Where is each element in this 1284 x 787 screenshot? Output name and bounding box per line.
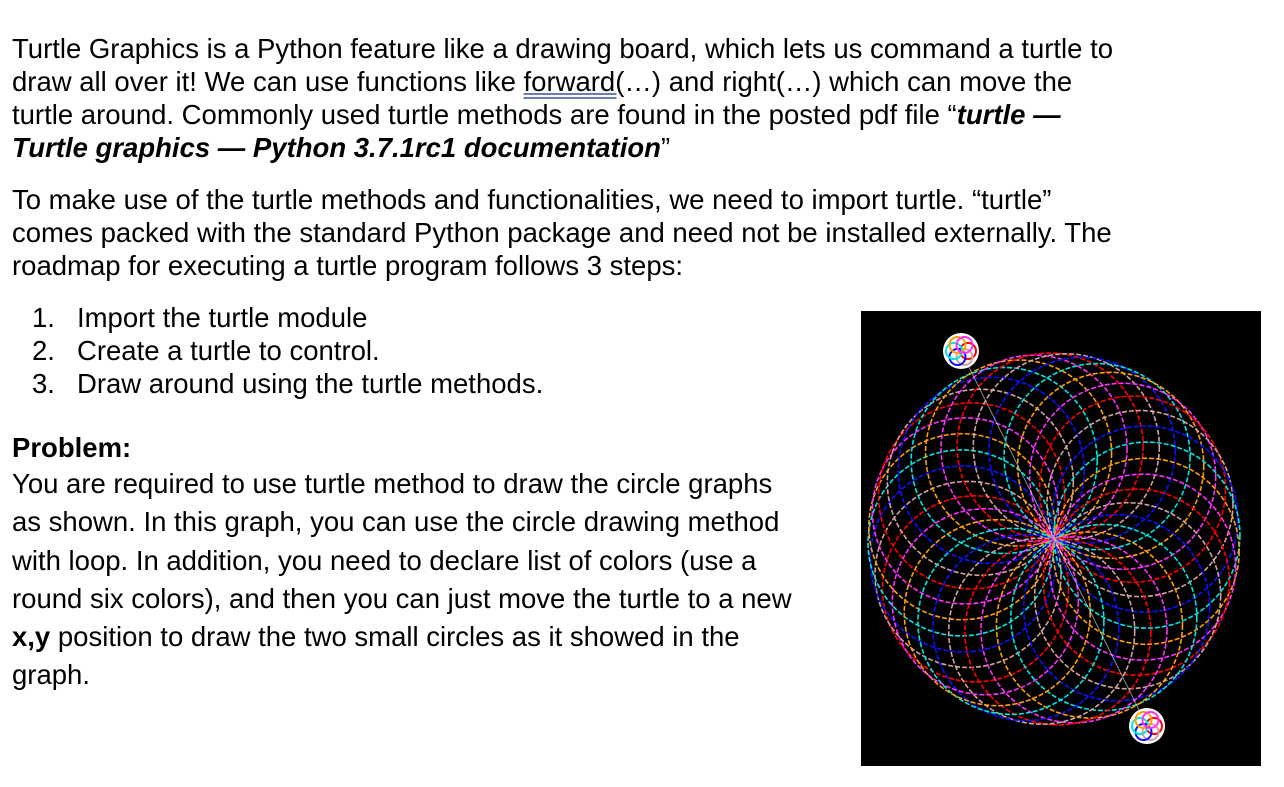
list-number: 3. (32, 368, 55, 399)
intro-line: Turtle Graphics is a Python feature like a drawing board, which lets us command a turtle to (12, 33, 1114, 64)
turtle-spirograph-figure (861, 311, 1261, 766)
list-item (32, 301, 543, 334)
list-number: 1. (32, 302, 55, 333)
import-line: To make use of the turtle methods and functionalities, we need to import turtle. “turtle” (12, 184, 1052, 215)
problem-text: position to draw the two small circles as it showed in the (50, 621, 740, 653)
problem-line: with loop. In addition, you need to declare list of colors (use a (12, 544, 757, 576)
list-item (32, 334, 543, 367)
list-text: Create a turtle to control. (77, 335, 380, 366)
small-circle (1129, 708, 1165, 744)
intro-text: turtle around. Commonly used turtle methods are found in the posted pdf file “ (12, 99, 957, 130)
intro-line (12, 98, 1272, 131)
import-line: comes packed with the standard Python package and need not be installed externally. The (12, 217, 1112, 248)
problem-line: as shown. In this graph, you can use the circle drawing method (12, 506, 780, 538)
xy-label: x,y (12, 621, 51, 653)
problem-line: round six colors), and then you can just move the turtle to a new (12, 582, 792, 614)
import-line: roadmap for executing a turtle program follows 3 steps: (12, 250, 684, 281)
intro-text: ” (660, 132, 671, 163)
steps-list (32, 301, 543, 400)
forward-link[interactable]: forward( (523, 66, 625, 97)
problem-body (12, 465, 792, 695)
list-item (32, 367, 543, 400)
intro-text: …) and right(…) which can move the (624, 66, 1073, 97)
list-number: 2. (32, 335, 55, 366)
intro-text: draw all over it! We can use functions like (12, 66, 524, 97)
doc-title-part: turtle — (956, 99, 1061, 130)
intro-paragraph (12, 32, 1272, 164)
problem-line: graph. (12, 659, 90, 691)
problem-heading: Problem: (12, 432, 132, 463)
list-text: Import the turtle module (77, 302, 368, 333)
problem-line (12, 618, 792, 656)
problem-line: You are required to use turtle method to draw the circle graphs (12, 468, 773, 499)
connector-line (961, 351, 1147, 726)
list-text: Draw around using the turtle methods. (77, 368, 544, 399)
intro-line (12, 65, 1272, 98)
import-paragraph (12, 183, 1272, 282)
doc-title-part: Turtle graphics — Python 3.7.1rc1 documentation (12, 132, 661, 163)
intro-line (12, 131, 1272, 164)
spirograph-canvas (861, 311, 1261, 766)
small-circle (943, 333, 979, 369)
